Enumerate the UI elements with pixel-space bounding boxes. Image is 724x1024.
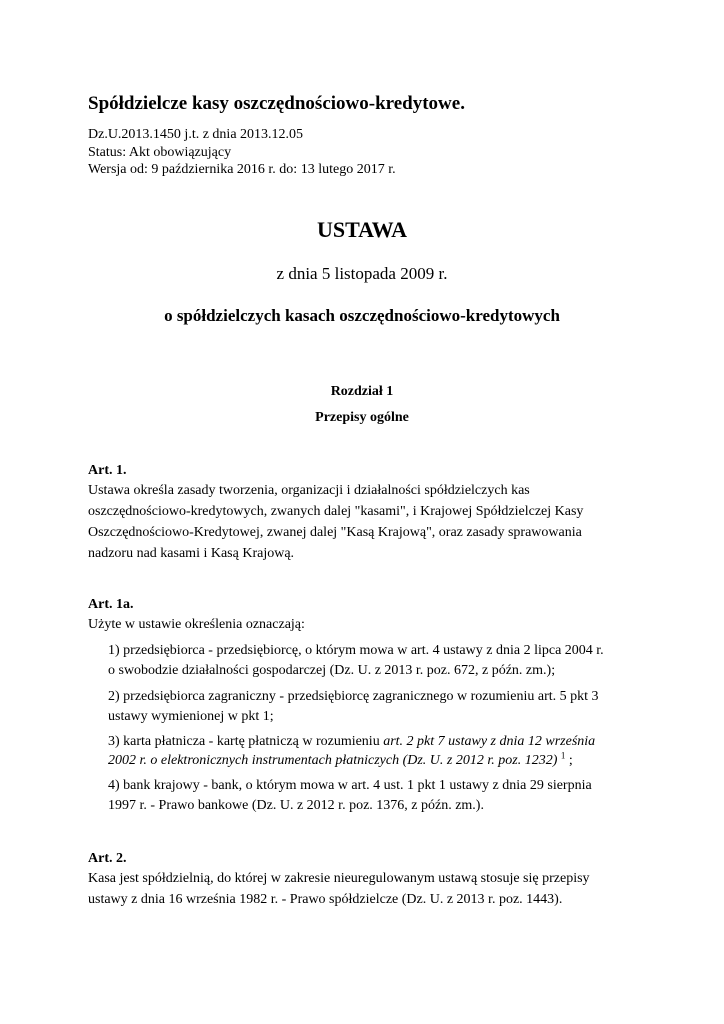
article-2-line: Kasa jest spółdzielnią, do której w zakresie nieuregulowanym ustawą stosuje się przepisy <box>88 871 590 886</box>
document-status: Status: Akt obowiązujący <box>88 145 232 160</box>
article-1-line: nadzoru nad kasami i Kasą Krajową. <box>88 546 295 561</box>
document-title: Spółdzielcze kasy oszczędnościowo-kredytowe. <box>88 93 465 114</box>
footnote-marker[interactable]: 1 <box>560 750 566 761</box>
act-name: o spółdzielczych kasach oszczędnościowo-kredytowych <box>164 306 560 325</box>
document-version: Wersja od: 9 października 2016 r. do: 13 lutego 2017 r. <box>88 162 396 177</box>
article-1a-point-4-cont: 1997 r. - Prawo bankowe (Dz. U. z 2012 r. poz. 1376, z późn. zm.). <box>108 798 484 813</box>
article-1a-point-2: 2) przedsiębiorca zagraniczny - przedsiębiorcę zagranicznego w rozumieniu art. 5 pkt 3 <box>108 689 599 704</box>
article-1a-point-1: 1) przedsiębiorca - przedsiębiorcę, o którym mowa w art. 4 ustawy z dnia 2 lipca 2004 r. <box>108 643 604 658</box>
article-1-line: Oszczędnościowo-Kredytowej, zwanej dalej "Kasą Krajową", oraz zasady sprawowania <box>88 525 582 540</box>
point-3-legal-reference-link-cont[interactable]: 2002 r. o elektronicznych instrumentach płatniczych (Dz. U. z 2012 r. poz. 1232) <box>108 753 558 768</box>
article-1a-intro: Użyte w ustawie określenia oznaczają: <box>88 617 305 632</box>
article-2-line: ustawy z dnia 16 września 1982 r. - Prawo spółdzielcze (Dz. U. z 2013 r. poz. 1443). <box>88 892 563 907</box>
article-1-line: oszczędnościowo-kredytowych, zwanych dalej "kasami", i Krajowej Spółdzielczej Kasy <box>88 504 584 519</box>
chapter-number: Rozdział 1 <box>330 384 394 399</box>
document-reference: Dz.U.2013.1450 j.t. z dnia 2013.12.05 <box>88 127 304 142</box>
article-1a-point-1-cont: o swobodzie działalności gospodarczej (Dz. U. z 2013 r. poz. 672, z późn. zm.); <box>108 663 556 678</box>
article-1a-point-3 <box>108 733 595 751</box>
article-1a-heading: Art. 1a. <box>88 597 134 612</box>
article-1a-point-3-cont <box>108 752 573 770</box>
act-type-heading: USTAWA <box>316 217 408 242</box>
article-1a-point-4: 4) bank krajowy - bank, o którym mowa w art. 4 ust. 1 pkt 1 ustawy z dnia 29 sierpnia <box>108 778 592 793</box>
act-date: z dnia 5 listopada 2009 r. <box>276 264 448 283</box>
point-3-legal-reference-link[interactable]: art. 2 pkt 7 ustawy z dnia 12 września <box>383 734 596 749</box>
point-3-lead: 3) karta płatnicza - kartę płatniczą w rozumieniu <box>108 734 384 749</box>
article-1a-point-2-cont: ustawy wymienionej w pkt 1; <box>108 709 274 724</box>
article-1-line: Ustawa określa zasady tworzenia, organizacji i działalności spółdzielczych kas <box>88 483 530 498</box>
article-2-heading: Art. 2. <box>88 851 127 866</box>
point-3-tail: ; <box>565 753 573 768</box>
chapter-title: Przepisy ogólne <box>315 410 409 425</box>
article-1-heading: Art. 1. <box>88 463 127 478</box>
